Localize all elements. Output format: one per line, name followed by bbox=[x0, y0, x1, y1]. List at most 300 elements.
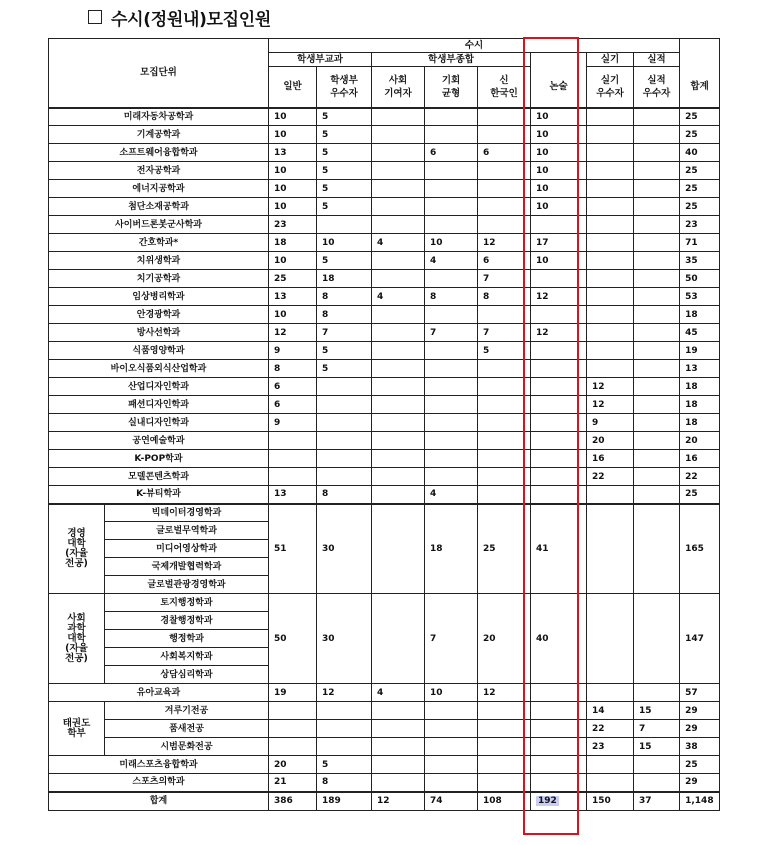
cell-value bbox=[372, 378, 425, 396]
cell-value bbox=[425, 450, 478, 468]
cell-value bbox=[372, 360, 425, 378]
cell-value: 5 bbox=[317, 756, 372, 774]
header-practical: 실기 bbox=[587, 53, 634, 67]
cell-value: 10 bbox=[269, 252, 317, 270]
cell-value bbox=[372, 198, 425, 216]
row-label: 미디어영상학과 bbox=[105, 540, 269, 558]
table-row bbox=[49, 324, 720, 342]
cell-value: 12 bbox=[269, 324, 317, 342]
row-label: 치기공학과 bbox=[49, 270, 269, 288]
cell-value bbox=[531, 306, 587, 324]
cell-value bbox=[478, 468, 531, 486]
cell-value bbox=[372, 432, 425, 450]
table-row bbox=[49, 198, 720, 216]
cell-value bbox=[478, 738, 531, 756]
cell-value bbox=[531, 396, 587, 414]
row-label: 미래자동차공학과 bbox=[49, 108, 269, 126]
cell-value: 25 bbox=[680, 126, 720, 144]
checkbox-icon bbox=[88, 10, 102, 24]
table-row bbox=[49, 306, 720, 324]
group-label: 경영 대학 (자율 전공) bbox=[49, 504, 105, 594]
cell-value: 10 bbox=[269, 108, 317, 126]
cell-value: 37 bbox=[634, 792, 680, 811]
cell-value: 5 bbox=[317, 126, 372, 144]
header-gyogwa: 학생부교과 bbox=[269, 53, 372, 67]
cell-value bbox=[317, 450, 372, 468]
cell-value: 13 bbox=[269, 486, 317, 504]
cell-value bbox=[372, 702, 425, 720]
cell-value: 10 bbox=[531, 126, 587, 144]
cell-value bbox=[425, 774, 478, 792]
cell-value bbox=[634, 414, 680, 432]
cell-value: 23 bbox=[269, 216, 317, 234]
cell-value bbox=[531, 720, 587, 738]
cell-value: 6 bbox=[425, 144, 478, 162]
cell-value bbox=[634, 144, 680, 162]
cell-value bbox=[372, 450, 425, 468]
cell-value bbox=[587, 270, 634, 288]
cell-value bbox=[531, 486, 587, 504]
cell-value bbox=[531, 342, 587, 360]
cell-value bbox=[634, 234, 680, 252]
cell-value bbox=[587, 252, 634, 270]
row-label: 산업디자인학과 bbox=[49, 378, 269, 396]
cell-value bbox=[478, 756, 531, 774]
highlighted-total: 192 bbox=[538, 796, 557, 807]
group-label: 태권도 학부 bbox=[49, 702, 105, 756]
cell-value bbox=[425, 432, 478, 450]
cell-value bbox=[317, 720, 372, 738]
cell-value bbox=[478, 126, 531, 144]
cell-value: 10 bbox=[425, 234, 478, 252]
cell-value bbox=[269, 702, 317, 720]
cell-value: 20 bbox=[587, 432, 634, 450]
cell-value bbox=[478, 216, 531, 234]
cell-value bbox=[634, 324, 680, 342]
table-row bbox=[49, 360, 720, 378]
cell-value: 20 bbox=[478, 594, 531, 684]
table-row bbox=[49, 450, 720, 468]
cell-value bbox=[587, 306, 634, 324]
cell-value bbox=[478, 396, 531, 414]
cell-value bbox=[531, 360, 587, 378]
header-col: 신 한국인 bbox=[478, 67, 531, 108]
cell-value bbox=[372, 144, 425, 162]
cell-value bbox=[317, 396, 372, 414]
cell-value bbox=[372, 720, 425, 738]
cell-value bbox=[269, 468, 317, 486]
row-label: 빅데이터경영학과 bbox=[105, 504, 269, 522]
cell-value bbox=[269, 738, 317, 756]
cell-value: 12 bbox=[587, 396, 634, 414]
row-label: 글로벌무역학과 bbox=[105, 522, 269, 540]
table-header bbox=[49, 39, 720, 108]
cell-value: 12 bbox=[478, 234, 531, 252]
cell-value: 21 bbox=[269, 774, 317, 792]
cell-value bbox=[425, 270, 478, 288]
row-label: K-뷰티학과 bbox=[49, 486, 269, 504]
cell-value: 15 bbox=[634, 702, 680, 720]
cell-value bbox=[634, 756, 680, 774]
row-label: K-POP학과 bbox=[49, 450, 269, 468]
header-col: 합계 bbox=[680, 67, 720, 108]
cell-value: 35 bbox=[680, 252, 720, 270]
cell-value: 25 bbox=[269, 270, 317, 288]
cell-value: 13 bbox=[269, 144, 317, 162]
row-label: 전자공학과 bbox=[49, 162, 269, 180]
cell-value bbox=[634, 288, 680, 306]
cell-value: 22 bbox=[680, 468, 720, 486]
cell-value bbox=[587, 486, 634, 504]
cell-value bbox=[634, 486, 680, 504]
cell-value: 25 bbox=[680, 180, 720, 198]
row-label: 안경광학과 bbox=[49, 306, 269, 324]
cell-value bbox=[531, 270, 587, 288]
cell-value bbox=[634, 774, 680, 792]
cell-value: 7 bbox=[634, 720, 680, 738]
cell-value bbox=[587, 684, 634, 702]
row-label: 미래스포츠융합학과 bbox=[49, 756, 269, 774]
cell-value: 6 bbox=[478, 144, 531, 162]
admission-table bbox=[48, 38, 720, 811]
cell-value: 10 bbox=[269, 126, 317, 144]
cell-value bbox=[425, 360, 478, 378]
cell-value bbox=[478, 414, 531, 432]
table-row bbox=[49, 594, 720, 612]
cell-value: 10 bbox=[269, 198, 317, 216]
cell-value bbox=[372, 324, 425, 342]
row-label: 간호학과* bbox=[49, 234, 269, 252]
table-row bbox=[49, 504, 720, 522]
cell-value: 6 bbox=[269, 396, 317, 414]
cell-value: 8 bbox=[317, 774, 372, 792]
cell-value: 150 bbox=[587, 792, 634, 811]
cell-value bbox=[372, 486, 425, 504]
cell-value bbox=[372, 162, 425, 180]
cell-value bbox=[531, 450, 587, 468]
table-row bbox=[49, 432, 720, 450]
cell-value: 50 bbox=[680, 270, 720, 288]
cell-value: 10 bbox=[425, 684, 478, 702]
cell-value: 10 bbox=[531, 198, 587, 216]
cell-value bbox=[634, 396, 680, 414]
table-row bbox=[49, 180, 720, 198]
cell-value bbox=[372, 738, 425, 756]
cell-value bbox=[269, 720, 317, 738]
cell-value bbox=[478, 450, 531, 468]
cell-value bbox=[531, 738, 587, 756]
cell-value: 18 bbox=[680, 396, 720, 414]
title-text: 수시(정원내)모집인원 bbox=[111, 9, 272, 30]
cell-value: 74 bbox=[425, 792, 478, 811]
table-row bbox=[49, 720, 720, 738]
cell-value bbox=[634, 180, 680, 198]
cell-value bbox=[634, 162, 680, 180]
cell-value bbox=[531, 468, 587, 486]
cell-value bbox=[425, 756, 478, 774]
cell-value bbox=[587, 342, 634, 360]
cell-value bbox=[425, 414, 478, 432]
cell-value: 5 bbox=[317, 198, 372, 216]
cell-value: 40 bbox=[680, 144, 720, 162]
cell-value: 7 bbox=[425, 594, 478, 684]
cell-value: 22 bbox=[587, 720, 634, 738]
cell-value bbox=[634, 378, 680, 396]
cell-value: 10 bbox=[531, 252, 587, 270]
table-row bbox=[49, 144, 720, 162]
table-row bbox=[49, 756, 720, 774]
cell-value bbox=[531, 216, 587, 234]
row-label: 국제개발협력학과 bbox=[105, 558, 269, 576]
table-row bbox=[49, 738, 720, 756]
cell-value: 189 bbox=[317, 792, 372, 811]
cell-value bbox=[478, 306, 531, 324]
cell-value bbox=[634, 342, 680, 360]
cell-value: 23 bbox=[680, 216, 720, 234]
cell-value: 9 bbox=[587, 414, 634, 432]
cell-value bbox=[372, 180, 425, 198]
cell-value bbox=[478, 108, 531, 126]
cell-value: 5 bbox=[317, 252, 372, 270]
cell-value: 18 bbox=[269, 234, 317, 252]
cell-value bbox=[587, 774, 634, 792]
cell-value bbox=[425, 198, 478, 216]
cell-value bbox=[531, 756, 587, 774]
cell-value: 38 bbox=[680, 738, 720, 756]
cell-value bbox=[634, 450, 680, 468]
header-jonghap: 학생부종합 bbox=[372, 53, 531, 67]
table-row bbox=[49, 702, 720, 720]
row-label: 글로벌관광경영학과 bbox=[105, 576, 269, 594]
cell-value: 20 bbox=[680, 432, 720, 450]
cell-value: 10 bbox=[317, 234, 372, 252]
cell-value: 7 bbox=[425, 324, 478, 342]
cell-value bbox=[478, 486, 531, 504]
table-row bbox=[49, 162, 720, 180]
cell-value: 147 bbox=[680, 594, 720, 684]
row-label: 기계공학과 bbox=[49, 126, 269, 144]
table-row bbox=[49, 216, 720, 234]
cell-value: 165 bbox=[680, 504, 720, 594]
cell-value bbox=[634, 270, 680, 288]
cell-value bbox=[587, 108, 634, 126]
cell-value: 12 bbox=[317, 684, 372, 702]
cell-value: 8 bbox=[317, 288, 372, 306]
cell-value: 13 bbox=[680, 360, 720, 378]
cell-value bbox=[587, 198, 634, 216]
cell-value: 71 bbox=[680, 234, 720, 252]
cell-value: 10 bbox=[269, 162, 317, 180]
header-col: 사회 기여자 bbox=[372, 67, 425, 108]
cell-value bbox=[425, 396, 478, 414]
cell-value: 53 bbox=[680, 288, 720, 306]
table-row bbox=[49, 468, 720, 486]
page-title bbox=[88, 4, 271, 30]
cell-value bbox=[634, 198, 680, 216]
table-row bbox=[49, 252, 720, 270]
cell-value: 5 bbox=[317, 162, 372, 180]
cell-value bbox=[372, 126, 425, 144]
row-label: 시범문화전공 bbox=[105, 738, 269, 756]
cell-value: 5 bbox=[317, 360, 372, 378]
row-label: 실내디자인학과 bbox=[49, 414, 269, 432]
cell-value: 12 bbox=[531, 324, 587, 342]
cell-value: 18 bbox=[680, 414, 720, 432]
cell-value bbox=[634, 108, 680, 126]
cell-value bbox=[372, 252, 425, 270]
cell-value: 5 bbox=[317, 180, 372, 198]
cell-value: 57 bbox=[680, 684, 720, 702]
row-label: 유아교육과 bbox=[49, 684, 269, 702]
cell-value: 19 bbox=[269, 684, 317, 702]
row-label: 치위생학과 bbox=[49, 252, 269, 270]
cell-value bbox=[587, 360, 634, 378]
cell-value: 9 bbox=[269, 342, 317, 360]
cell-value bbox=[372, 774, 425, 792]
header-col: 실기 우수자 bbox=[587, 67, 634, 108]
cell-value bbox=[425, 162, 478, 180]
cell-value: 16 bbox=[680, 450, 720, 468]
cell-value bbox=[587, 216, 634, 234]
header-col: 논술 bbox=[531, 67, 587, 108]
cell-value: 108 bbox=[478, 792, 531, 811]
cell-value bbox=[425, 216, 478, 234]
cell-value: 18 bbox=[317, 270, 372, 288]
cell-value: 41 bbox=[531, 504, 587, 594]
cell-value: 8 bbox=[317, 306, 372, 324]
cell-value bbox=[634, 216, 680, 234]
cell-value: 5 bbox=[317, 144, 372, 162]
cell-value bbox=[478, 162, 531, 180]
cell-value bbox=[269, 450, 317, 468]
row-label: 상담심리학과 bbox=[105, 666, 269, 684]
cell-value: 10 bbox=[531, 144, 587, 162]
total-row bbox=[49, 792, 720, 811]
cell-value bbox=[478, 198, 531, 216]
cell-value: 25 bbox=[680, 486, 720, 504]
cell-value bbox=[425, 108, 478, 126]
row-label: 토지행정학과 bbox=[105, 594, 269, 612]
cell-value: 8 bbox=[478, 288, 531, 306]
cell-value: 18 bbox=[680, 306, 720, 324]
cell-value bbox=[372, 342, 425, 360]
cell-value bbox=[317, 702, 372, 720]
cell-value bbox=[478, 378, 531, 396]
cell-value: 20 bbox=[269, 756, 317, 774]
cell-value: 25 bbox=[680, 756, 720, 774]
cell-value bbox=[634, 126, 680, 144]
header-col: 학생부 우수자 bbox=[317, 67, 372, 108]
row-label: 경찰행정학과 bbox=[105, 612, 269, 630]
cell-value: 13 bbox=[269, 288, 317, 306]
header-unit: 모집단위 bbox=[49, 39, 269, 108]
cell-value: 4 bbox=[372, 684, 425, 702]
cell-value bbox=[317, 432, 372, 450]
row-label: 합계 bbox=[49, 792, 269, 811]
cell-value: 4 bbox=[372, 234, 425, 252]
cell-value: 40 bbox=[531, 594, 587, 684]
cell-value: 17 bbox=[531, 234, 587, 252]
row-label: 겨루기전공 bbox=[105, 702, 269, 720]
group-label: 사회 과학 대학 (자율 전공) bbox=[49, 594, 105, 684]
cell-value bbox=[372, 468, 425, 486]
row-label: 행정학과 bbox=[105, 630, 269, 648]
cell-value bbox=[478, 702, 531, 720]
cell-value: 18 bbox=[680, 378, 720, 396]
row-label: 모델콘텐츠학과 bbox=[49, 468, 269, 486]
cell-value: 25 bbox=[680, 108, 720, 126]
cell-value bbox=[587, 180, 634, 198]
cell-value bbox=[425, 180, 478, 198]
cell-value bbox=[425, 702, 478, 720]
row-label: 사이버드론봇군사학과 bbox=[49, 216, 269, 234]
cell-value bbox=[317, 468, 372, 486]
cell-value: 12 bbox=[478, 684, 531, 702]
row-label: 첨단소재공학과 bbox=[49, 198, 269, 216]
cell-value: 10 bbox=[269, 306, 317, 324]
cell-value bbox=[587, 756, 634, 774]
cell-value bbox=[587, 162, 634, 180]
cell-value: 10 bbox=[531, 108, 587, 126]
cell-value bbox=[531, 432, 587, 450]
cell-value bbox=[531, 702, 587, 720]
cell-value bbox=[317, 738, 372, 756]
cell-value bbox=[372, 756, 425, 774]
header-col: 기회 균형 bbox=[425, 67, 478, 108]
cell-value: 5 bbox=[317, 108, 372, 126]
cell-value: 10 bbox=[531, 180, 587, 198]
table-row bbox=[49, 270, 720, 288]
table-row bbox=[49, 414, 720, 432]
cell-value bbox=[425, 738, 478, 756]
table-row bbox=[49, 486, 720, 504]
cell-value bbox=[269, 432, 317, 450]
table-row bbox=[49, 342, 720, 360]
cell-value bbox=[531, 378, 587, 396]
cell-value: 4 bbox=[425, 252, 478, 270]
header-col: 일반 bbox=[269, 67, 317, 108]
cell-value: 7 bbox=[478, 270, 531, 288]
cell-value bbox=[425, 126, 478, 144]
cell-value: 1,148 bbox=[680, 792, 720, 811]
cell-value: 12 bbox=[531, 288, 587, 306]
cell-value bbox=[478, 180, 531, 198]
cell-value: 12 bbox=[587, 378, 634, 396]
cell-value: 7 bbox=[478, 324, 531, 342]
table-row bbox=[49, 684, 720, 702]
cell-value bbox=[425, 720, 478, 738]
cell-value: 386 bbox=[269, 792, 317, 811]
cell-value: 4 bbox=[372, 288, 425, 306]
cell-value bbox=[634, 252, 680, 270]
cell-value: 14 bbox=[587, 702, 634, 720]
cell-value: 50 bbox=[269, 594, 317, 684]
cell-value: 22 bbox=[587, 468, 634, 486]
cell-value: 6 bbox=[478, 252, 531, 270]
cell-value: 18 bbox=[425, 504, 478, 594]
cell-value bbox=[634, 684, 680, 702]
cell-value: 8 bbox=[269, 360, 317, 378]
cell-value bbox=[531, 684, 587, 702]
cell-value: 30 bbox=[317, 504, 372, 594]
cell-value: 45 bbox=[680, 324, 720, 342]
cell-value bbox=[372, 216, 425, 234]
row-label: 공연예술학과 bbox=[49, 432, 269, 450]
cell-value bbox=[478, 432, 531, 450]
cell-value: 19 bbox=[680, 342, 720, 360]
cell-value bbox=[531, 414, 587, 432]
row-label: 바이오식품외식산업학과 bbox=[49, 360, 269, 378]
